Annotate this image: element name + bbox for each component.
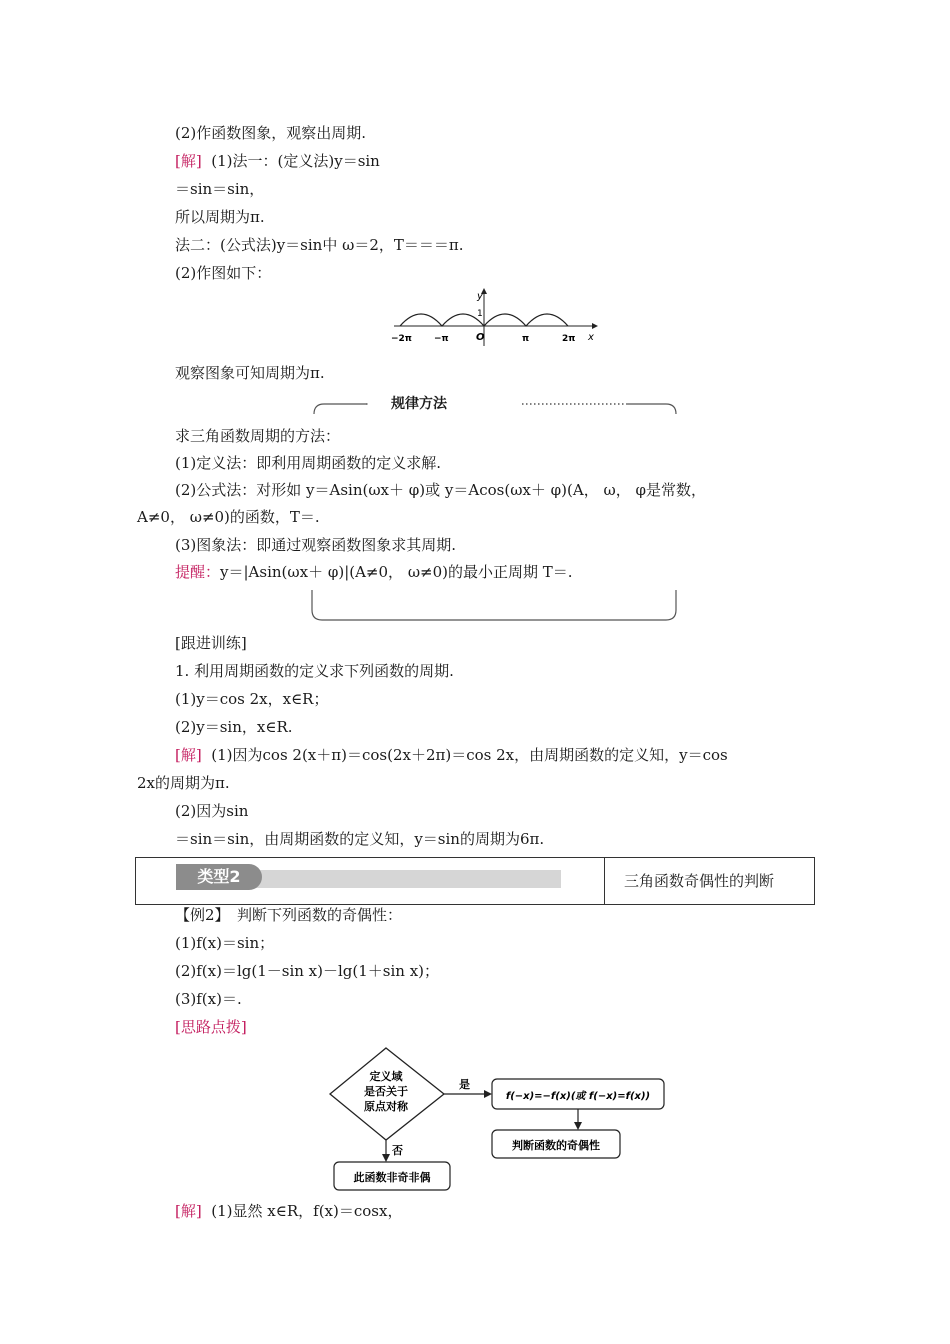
text-line [175,562,573,582]
tick-label: −π [434,334,449,344]
reminder-tag: 提醒： [175,563,221,581]
text-line: [跟进训练] [175,634,247,652]
text-line: (3)图象法：即通过观察函数图象求其周期. [175,536,457,554]
text-line: 观察图象可知周期为π. [175,364,325,382]
text-line: (2)作图如下： [175,264,272,282]
text-line [175,1201,402,1221]
yes-label: 是 [459,1078,470,1091]
text-line: (2)y＝sin，x∈R. [175,718,293,736]
text-line: 【例2】 判断下列函数的奇偶性： [175,906,403,924]
solution-tag: [解] [175,1202,202,1220]
text-line: A≠0， ω≠0)的函数，T＝. [137,508,320,526]
cond-arrowhead [574,1122,582,1130]
text-line: 1. 利用周期函数的定义求下列函数的周期. [175,662,454,680]
solution-tag: [解] [175,746,202,764]
origin-label: O [476,332,485,343]
text-line: 求三角函数周期的方法： [175,427,341,445]
type-bar-divider [604,858,605,904]
x-label: x [588,332,594,343]
text-line: (2)因为sin [175,802,249,820]
text-line: ＝sin＝sin， [175,180,265,198]
diamond-text: 是否关于 [364,1085,408,1098]
no-arrowhead [382,1154,390,1162]
diamond-text: 定义域 [369,1070,403,1083]
flowchart [328,1046,668,1194]
text-line [175,1017,247,1037]
tick-label: −2π [391,334,412,344]
neither-text: 此函数非奇非偶 [353,1171,431,1184]
method-box-title: 规律方法 [369,394,469,414]
judge-text: 判断函数的奇偶性 [512,1139,600,1152]
tick-label: 2π [562,334,576,344]
text-line: (1)定义法：即利用周期函数的定义求解. [175,454,442,472]
solution-tag: [解] [175,152,202,170]
text-line: ＝sin＝sin，由周期函数的定义知，y＝sin的周期为6π. [175,830,545,848]
one-label: 1 [477,309,483,319]
hint-tag: [思路点拨] [175,1018,247,1036]
text-span: (1)法一：(定义法)y＝sin [211,152,380,170]
text-line: (1)y＝cos 2x，x∈R； [175,690,329,708]
text-line: 2x的周期为π. [137,774,230,792]
no-label: 否 [392,1144,403,1157]
yes-arrowhead [484,1090,492,1098]
condition-text: f(−x)=−f(x)(或 f(−x)=f(x)) [505,1091,651,1102]
sine-graph [388,286,600,348]
text-span: (1)因为cos 2(x＋π)＝cos(2x＋2π)＝cos 2x，由周期函数的定义知，y＝cos [211,746,728,764]
text-line: (3)f(x)＝. [175,990,242,1008]
text-line: (2)公式法：对形如 y＝Asin(ωx＋ φ)或 y＝Acos(ωx＋ φ)(A， ω， φ是常数， [175,481,706,499]
x-axis-arrow [592,323,598,329]
text-line: 法二：(公式法)y＝sin中 ω＝2，T＝＝＝π. [175,236,464,254]
text-span: y＝|Asin(ωx＋ φ)|(A≠0， ω≠0)的最小正周期 T＝. [220,563,573,581]
type-badge: 类型2 [176,864,262,890]
method-box-frame [308,396,682,626]
text-line: (2)作函数图象，观察出周期. [175,124,367,142]
tick-label: π [522,334,530,344]
text-line: (1)f(x)＝sin； [175,934,275,952]
diamond-text: 原点对称 [364,1100,408,1113]
type-title: 三角函数奇偶性的判断 [624,872,775,890]
text-span: (1)显然 x∈R，f(x)＝cosx， [211,1202,403,1220]
y-label: y [477,291,483,302]
text-line [175,745,728,765]
section-type-bar [135,857,815,905]
text-line [175,151,380,171]
text-line: 所以周期为π. [175,208,265,226]
text-line: (2)f(x)＝lg(1－sin x)－lg(1＋sin x)； [175,962,440,980]
